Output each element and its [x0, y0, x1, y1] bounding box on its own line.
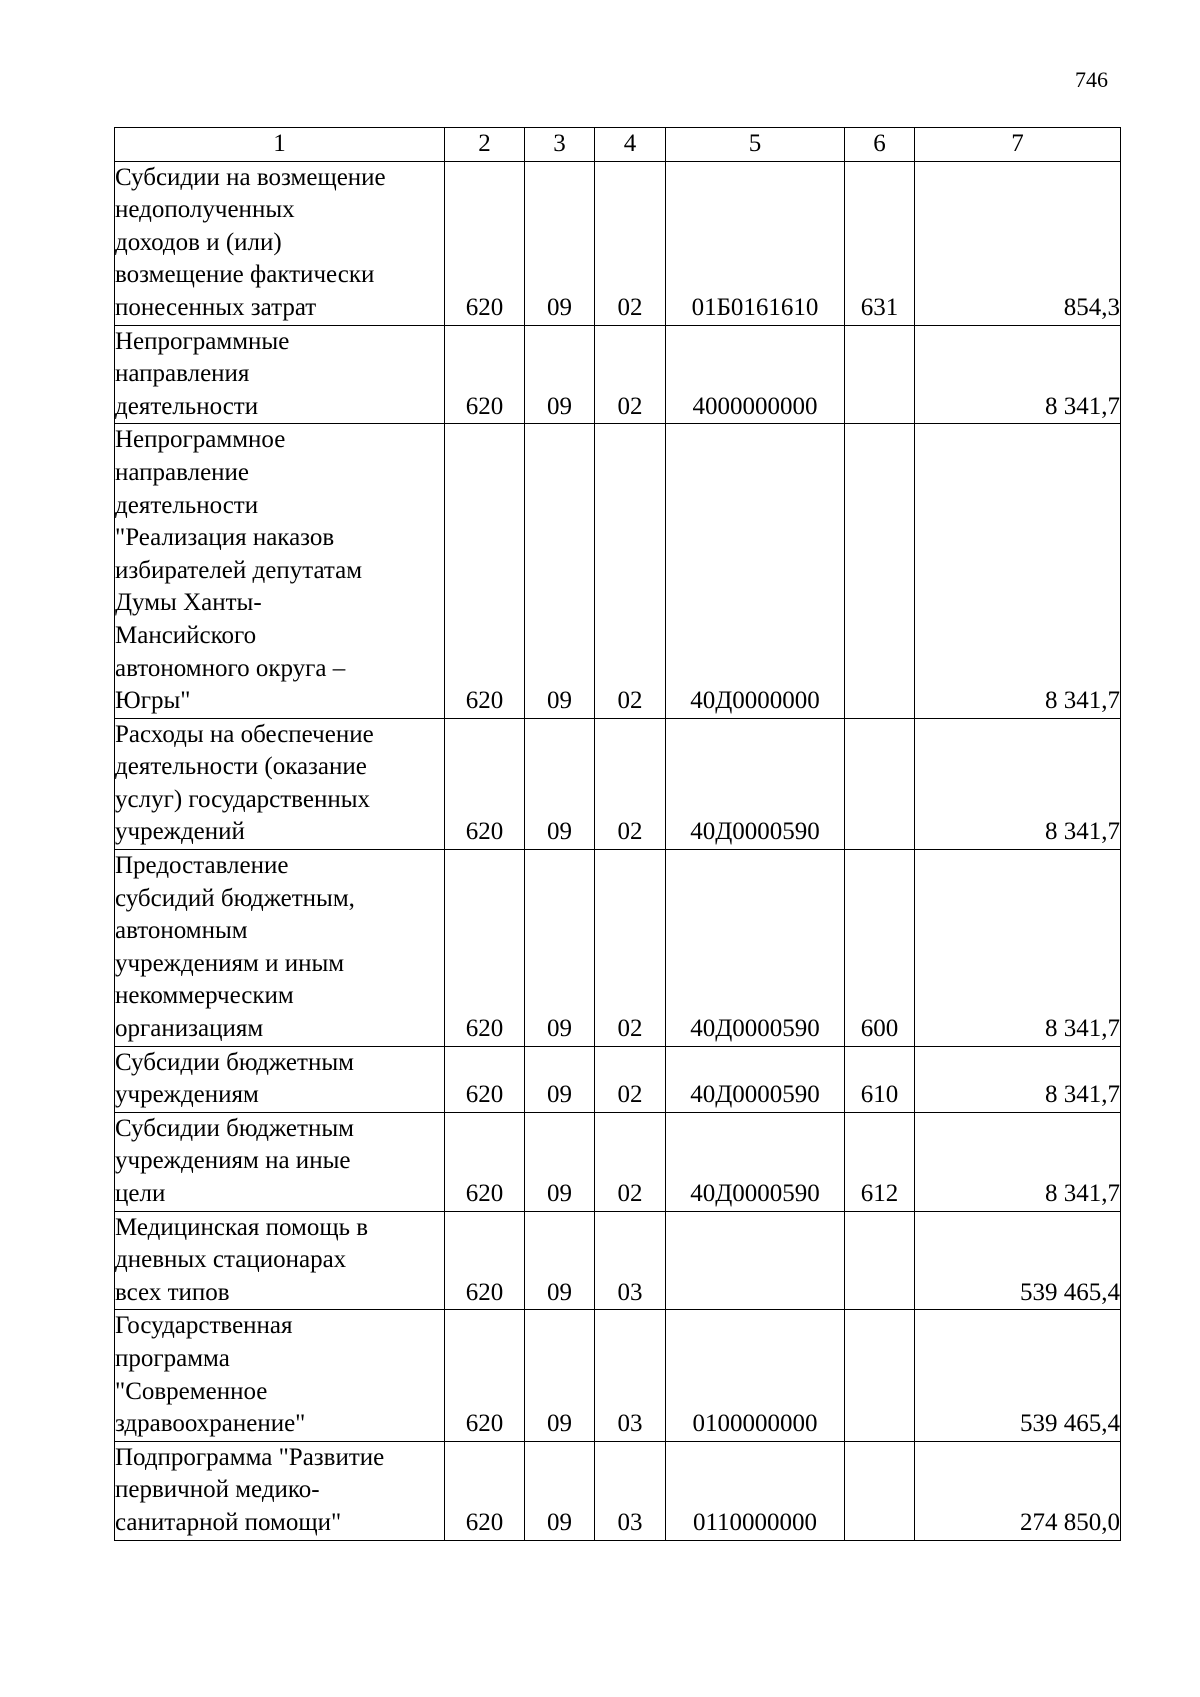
- cell-col-3: 09: [525, 1211, 595, 1310]
- cell-col-5: [666, 1211, 845, 1310]
- row-name: Медицинская помощь в дневных стационарах всех типов: [115, 1213, 369, 1306]
- cell-col-2: 620: [445, 1310, 525, 1441]
- cell-col-4: 02: [595, 1046, 666, 1112]
- cell-col-5: 40Д0000590: [666, 850, 845, 1047]
- budget-table: [114, 127, 1121, 1541]
- cell-col-3: 09: [525, 1046, 595, 1112]
- cell-col-5: 4000000000: [666, 325, 845, 424]
- cell-col-4: 02: [595, 1112, 666, 1211]
- cell-col-3: 09: [525, 424, 595, 718]
- row-name-cell: [115, 1310, 445, 1441]
- cell-col-3: 09: [525, 1112, 595, 1211]
- cell-col-7: 274 850,0: [915, 1441, 1121, 1540]
- header-col-4: 4: [595, 128, 666, 162]
- cell-col-3: 09: [525, 325, 595, 424]
- cell-col-5: 0110000000: [666, 1441, 845, 1540]
- cell-col-6: 610: [845, 1046, 915, 1112]
- table-row: [115, 161, 1121, 325]
- cell-col-6: [845, 1211, 915, 1310]
- row-name: Подпрограмма "Развитие первичной медико- санитарной помощи": [115, 1443, 385, 1536]
- table-row: [115, 1046, 1121, 1112]
- cell-col-4: 02: [595, 850, 666, 1047]
- cell-col-2: 620: [445, 1441, 525, 1540]
- cell-col-6: [845, 424, 915, 718]
- cell-col-7: 8 341,7: [915, 325, 1121, 424]
- cell-col-6: [845, 1310, 915, 1441]
- page-number: 746: [1075, 67, 1108, 92]
- cell-col-6: [845, 718, 915, 849]
- row-name: Государственная программа "Современное здравоохранение": [115, 1312, 306, 1438]
- cell-col-4: 02: [595, 424, 666, 718]
- table-row: [115, 1211, 1121, 1310]
- cell-col-5: 40Д0000590: [666, 1046, 845, 1112]
- cell-col-7: 8 341,7: [915, 1112, 1121, 1211]
- header-row: [115, 128, 1121, 162]
- row-name-cell: [115, 718, 445, 849]
- row-name-cell: [115, 1441, 445, 1540]
- row-name-cell: [115, 850, 445, 1047]
- cell-col-2: 620: [445, 1211, 525, 1310]
- cell-col-2: 620: [445, 850, 525, 1047]
- cell-col-7: 539 465,4: [915, 1310, 1121, 1441]
- cell-col-4: 02: [595, 718, 666, 849]
- table-row: [115, 850, 1121, 1047]
- row-name: Субсидии бюджетным учреждениям на иные цели: [115, 1114, 354, 1207]
- row-name: Субсидии на возмещение недополученных доходов и (или) возмещение фактически понесенных затрат: [115, 163, 386, 321]
- cell-col-6: 631: [845, 161, 915, 325]
- cell-col-5: 0100000000: [666, 1310, 845, 1441]
- cell-col-7: 854,3: [915, 161, 1121, 325]
- row-name: Расходы на обеспечение деятельности (оказание услуг) государственных учреждений: [115, 720, 374, 846]
- cell-col-7: 8 341,7: [915, 718, 1121, 849]
- cell-col-5: 40Д0000000: [666, 424, 845, 718]
- cell-col-2: 620: [445, 1112, 525, 1211]
- cell-col-2: 620: [445, 325, 525, 424]
- cell-col-2: 620: [445, 161, 525, 325]
- header-col-5: 5: [666, 128, 845, 162]
- cell-col-5: 40Д0000590: [666, 1112, 845, 1211]
- cell-col-7: 539 465,4: [915, 1211, 1121, 1310]
- header-col-7: 7: [915, 128, 1121, 162]
- cell-col-3: 09: [525, 161, 595, 325]
- table-row: [115, 1441, 1121, 1540]
- row-name: Субсидии бюджетным учреждениям: [115, 1048, 354, 1109]
- table-row: [115, 1112, 1121, 1211]
- cell-col-3: 09: [525, 718, 595, 849]
- cell-col-3: 09: [525, 1441, 595, 1540]
- header-col-6: 6: [845, 128, 915, 162]
- table-row: [115, 718, 1121, 849]
- row-name-cell: [115, 1211, 445, 1310]
- cell-col-6: [845, 325, 915, 424]
- table-row: [115, 325, 1121, 424]
- row-name: Предоставление субсидий бюджетным, автономным учреждениям и иным некоммерческим организациям: [115, 852, 355, 1043]
- cell-col-7: 8 341,7: [915, 850, 1121, 1047]
- row-name-cell: [115, 325, 445, 424]
- cell-col-3: 09: [525, 850, 595, 1047]
- cell-col-4: 03: [595, 1310, 666, 1441]
- row-name-cell: [115, 424, 445, 718]
- cell-col-7: 8 341,7: [915, 424, 1121, 718]
- cell-col-2: 620: [445, 718, 525, 849]
- row-name-cell: [115, 1112, 445, 1211]
- cell-col-4: 03: [595, 1441, 666, 1540]
- cell-col-6: 600: [845, 850, 915, 1047]
- table-row: [115, 1310, 1121, 1441]
- header-col-1: 1: [115, 128, 445, 162]
- header-col-2: 2: [445, 128, 525, 162]
- cell-col-5: 40Д0000590: [666, 718, 845, 849]
- header-col-3: 3: [525, 128, 595, 162]
- cell-col-6: 612: [845, 1112, 915, 1211]
- cell-col-4: 03: [595, 1211, 666, 1310]
- row-name-cell: [115, 161, 445, 325]
- cell-col-4: 02: [595, 325, 666, 424]
- cell-col-4: 02: [595, 161, 666, 325]
- row-name: Непрограммное направление деятельности "Реализация наказов избирателей депутатам Думы Ханты- Мансийского автономного округа – Югры": [115, 426, 363, 715]
- cell-col-7: 8 341,7: [915, 1046, 1121, 1112]
- table-row: [115, 424, 1121, 718]
- cell-col-2: 620: [445, 424, 525, 718]
- cell-col-3: 09: [525, 1310, 595, 1441]
- cell-col-6: [845, 1441, 915, 1540]
- row-name-cell: [115, 1046, 445, 1112]
- row-name: Непрограммные направления деятельности: [115, 327, 290, 420]
- cell-col-5: 01Б0161610: [666, 161, 845, 325]
- cell-col-2: 620: [445, 1046, 525, 1112]
